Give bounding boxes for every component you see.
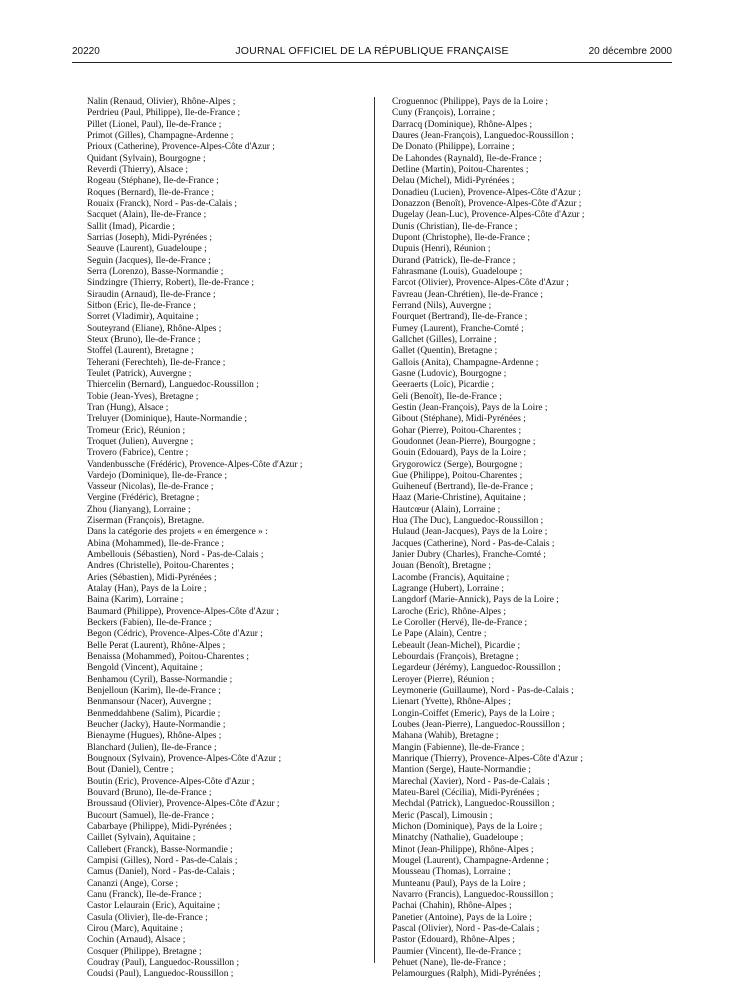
list-item: Cuny (François), Lorraine ; [392, 108, 496, 119]
list-item: Gibout (Stéphane), Midi-Pyrénées ; [392, 414, 526, 425]
list-item: Dugelay (Jean-Luc), Provence-Alpes-Côte d'Azur ; [392, 210, 585, 221]
list-item: Casula (Olivier), Ile-de-France ; [87, 912, 208, 923]
list-item: Campisi (Gilles), Nord - Pas-de-Calais ; [87, 855, 238, 866]
list-item: Detline (Martin), Poitou-Charentes ; [392, 164, 529, 175]
list-item: Geeraerts (Loïc), Picardie ; [392, 380, 495, 391]
list-item: Sarrias (Joseph), Midi-Pyrénées ; [87, 232, 212, 243]
list-item: Fourquet (Bertrand), Ile-de-France ; [392, 312, 528, 323]
list-item: Michon (Dominique), Pays de la Loire ; [392, 822, 543, 832]
list-item: Ferrand (Nils), Auvergne ; [392, 300, 492, 311]
list-item: Sitbon (Eric), Ile-de-France ; [87, 300, 196, 311]
list-item: Nalin (Renaud, Olivier), Rhône-Alpes ; [87, 97, 236, 107]
list-item: Bougnoux (Sylvain), Provence-Alpes-Côte d'Azur ; [87, 754, 282, 765]
list-item: Munteanu (Paul), Pays de la Loire ; [392, 878, 526, 889]
list-item: Prioux (Catherine), Provence-Alpes-Côte d'Azur ; [87, 142, 275, 153]
list-item: Mangin (Fabienne), Ile-de-France ; [392, 742, 525, 753]
list-item: Cananzi (Ange), Corse ; [87, 878, 179, 889]
list-item: Ambellouis (Sébastien), Nord - Pas-de-Calais ; [87, 550, 264, 561]
list-item: Caillet (Sylvain), Aquitaine ; [87, 833, 196, 844]
list-item: Benhamou (Cyril), Basse-Normandie ; [87, 674, 233, 685]
page-header [72, 44, 672, 60]
list-item: Canu (Franck), Ile-de-France ; [87, 889, 202, 900]
list-item: Pehuet (Nane), Ile-de-France ; [392, 957, 507, 968]
list-item: Le Pape (Alain), Centre ; [392, 629, 487, 640]
list-item: Benmeddahbene (Salim), Picardie ; [87, 708, 221, 719]
list-item: Baumard (Philippe), Provence-Alpes-Côte d'Azur ; [87, 606, 280, 617]
list-item: Boutin (Eric), Provence-Alpes-Côte d'Azur ; [87, 776, 255, 787]
list-item: Durand (Patrick), Ile-de-France ; [392, 255, 516, 266]
list-item: Pastor (Edouard), Rhône-Alpes ; [392, 935, 515, 946]
list-item: Farcot (Olivier), Provence-Alpes-Côte d'Azur ; [392, 278, 569, 289]
list-item: Hautcœur (Alain), Lorraine ; [392, 504, 501, 515]
list-item: Dupont (Christophe), Ile-de-France ; [392, 232, 530, 243]
list-item: Fahrasmane (Louis), Guadeloupe ; [392, 266, 523, 277]
list-item: Gallchet (Gilles), Lorraine ; [392, 334, 497, 345]
list-item: Teherani (Ferechteh), Ile-de-France ; [87, 357, 226, 368]
list-item: Tobie (Jean-Yves), Bretagne ; [87, 391, 199, 402]
right-column [392, 97, 677, 981]
list-item: Gue (Philippe), Poitou-Charentes ; [392, 470, 523, 481]
list-item: Meric (Pascal), Limousin ; [392, 810, 493, 821]
list-item: Troquet (Julien), Auvergne ; [87, 436, 194, 447]
list-item: Darracq (Dominique), Rhône-Alpes ; [392, 119, 533, 130]
list-item: Seauve (Laurent), Guadeloupe ; [87, 244, 207, 255]
list-item: Jacques (Catherine), Nord - Pas-de-Calais ; [392, 538, 555, 549]
list-item: Bucourt (Samuel), Ile-de-France ; [87, 810, 215, 821]
list-item: Guiheneuf (Bertrand), Ile-de-France ; [392, 482, 534, 493]
list-item: Vardejo (Dominique), Ile-de-France ; [87, 470, 228, 481]
list-item: Minot (Jean-Philippe), Rhône-Alpes ; [392, 844, 534, 855]
list-item: Bout (Daniel), Centre ; [87, 765, 174, 776]
list-item: Cochin (Arnaud), Alsace ; [87, 935, 186, 946]
list-item: Le Coroller (Hervé), Ile-de-France ; [392, 618, 528, 629]
list-item: Mantion (Serge), Haute-Normandie ; [392, 765, 531, 776]
list-item: Gestin (Jean-François), Pays de la Loire ; [392, 402, 548, 413]
list-item: Roques (Bernard), Ile-de-France ; [87, 187, 215, 198]
list-item: Treluyer (Dominique), Haute-Normandie ; [87, 414, 248, 425]
list-item: Stoffel (Laurent), Bretagne ; [87, 346, 194, 357]
list-item: Coudsi (Paul), Languedoc-Roussillon ; [87, 969, 234, 980]
list-item: Loubes (Jean-Pierre), Languedoc-Roussillon ; [392, 720, 565, 731]
list-item: Gallet (Quentin), Bretagne ; [392, 346, 498, 357]
list-item: Legardeur (Jérémy), Languedoc-Roussillon ; [392, 663, 561, 674]
list-item: Dupuis (Henri), Réunion ; [392, 244, 491, 255]
header-rule [72, 62, 672, 63]
list-item: Rogeau (Stéphane), Ile-de-France ; [87, 176, 219, 187]
list-item: Pillet (Lionel, Paul), Ile-de-France ; [87, 119, 222, 130]
list-item: Benjelloun (Karim), Ile-de-France ; [87, 686, 221, 697]
list-item: Longin-Coiffet (Emeric), Pays de la Loire ; [392, 708, 555, 719]
list-item: Grygorowicz (Serge), Bourgogne ; [392, 459, 523, 470]
list-item: De Donato (Philippe), Lorraine ; [392, 142, 515, 153]
list-item: Tran (Hung), Alsace ; [87, 402, 169, 413]
list-item: Gohar (Pierre), Poitou-Charentes ; [392, 425, 522, 436]
list-item: Lebeault (Jean-Michel), Picardie ; [392, 640, 521, 651]
list-item: Belle Perat (Laurent), Rhône-Alpes ; [87, 640, 226, 651]
list-item: Panetier (Antoine), Pays de la Loire ; [392, 912, 532, 923]
list-item: Vandenbussche (Frédéric), Provence-Alpes-Côte d'Azur ; [87, 459, 303, 470]
list-item: Siraudin (Arnaud), Ile-de-France ; [87, 289, 216, 300]
list-item: Gouin (Edouard), Pays de la Loire ; [392, 448, 527, 459]
list-item: Thiercelin (Bernard), Languedoc-Roussillon ; [87, 380, 259, 391]
list-item: Pachai (Chahin), Rhône-Alpes ; [392, 901, 512, 912]
list-item: Broussaud (Olivier), Provence-Alpes-Côte d'Azur ; [87, 799, 280, 810]
list-item: Leymonerie (Guillaume), Nord - Pas-de-Calais ; [392, 686, 574, 697]
list-item: Geli (Benoît), Ile-de-France ; [392, 391, 502, 402]
list-item: Vasseur (Nicolas), Ile-de-France ; [87, 482, 214, 493]
list-item: Bienayme (Hugues), Rhône-Alpes ; [87, 731, 222, 742]
list-item: Mougel (Laurent), Champagne-Ardenne ; [392, 855, 549, 866]
list-item: Sorret (Vladimir), Aquitaine ; [87, 312, 199, 323]
journal-title: JOURNAL OFFICIEL DE LA RÉPUBLIQUE FRANÇAISE [235, 45, 509, 57]
list-item: Seguin (Jacques), Ile-de-France ; [87, 255, 211, 266]
column-divider [374, 97, 375, 963]
list-item: Mousseau (Thomas), Lorraine ; [392, 867, 511, 878]
list-item: Atalay (Han), Pays de la Loire ; [87, 584, 207, 595]
list-item: Zhou (Jianyang), Lorraine ; [87, 504, 191, 515]
list-item: Daures (Jean-François), Languedoc-Roussillon ; [392, 130, 574, 141]
page-number: 20220 [72, 46, 100, 57]
list-item: Beckers (Fabien), Ile-de-France ; [87, 618, 212, 629]
list-item: Langdorf (Marie-Annick), Pays de la Loire ; [392, 595, 559, 606]
list-item: Tromeur (Eric), Réunion ; [87, 425, 186, 436]
list-item: Cabarbaye (Philippe), Midi-Pyrénées ; [87, 822, 232, 832]
list-item: Ziserman (François), Bretagne. [87, 516, 205, 527]
list-item: Croguennoc (Philippe), Pays de la Loire ; [392, 97, 548, 107]
list-item: Perdrieu (Paul, Philippe), Ile-de-France ; [87, 108, 241, 119]
list-item: Castor Lelaurain (Eric), Aquitaine ; [87, 901, 221, 912]
list-item: Laroche (Eric), Rhône-Alpes ; [392, 606, 507, 617]
list-item: Navarro (Francis), Languedoc-Roussillon ; [392, 889, 554, 900]
list-item: Sacquet (Alain), Ile-de-France ; [87, 210, 207, 221]
list-item: Cosquer (Philippe), Bretagne ; [87, 946, 202, 957]
list-item: Benaissa (Mohammed), Poitou-Charentes ; [87, 652, 249, 663]
list-item: Lacombe (Francis), Aquitaine ; [392, 572, 510, 583]
list-item: Blanchard (Julien), Ile-de-France ; [87, 742, 217, 753]
list-item: Benmansour (Nacer), Auvergne ; [87, 697, 212, 708]
list-item: Delau (Michel), Midi-Pyrénées ; [392, 176, 515, 187]
list-item: Abina (Mohammed), Ile-de-France ; [87, 538, 224, 549]
list-item: Gallois (Anita), Champagne-Ardenne ; [392, 357, 539, 368]
list-item: Camus (Daniel), Nord - Pas-de-Calais ; [87, 867, 235, 878]
list-item: Primot (Gilles), Champagne-Ardenne ; [87, 130, 234, 141]
list-item: Donadieu (Lucien), Provence-Alpes-Côte d'Azur ; [392, 187, 581, 198]
list-item: Sallit (Imad), Picardie ; [87, 221, 175, 232]
left-column [87, 97, 372, 981]
publication-date: 20 décembre 2000 [588, 46, 672, 57]
list-item: Callebert (Franck), Basse-Normandie ; [87, 844, 233, 855]
list-item: Favreau (Jean-Chrétien), Ile-de-France ; [392, 289, 543, 300]
list-item: Dans la catégorie des projets « en émergence » : [87, 527, 268, 538]
list-item: Baina (Karim), Lorraine ; [87, 595, 184, 606]
list-item: Hua (The Duc), Languedoc-Roussillon ; [392, 516, 544, 527]
list-item: Lagrange (Hubert), Lorraine ; [392, 584, 504, 595]
list-item: Gasne (Ludovic), Bourgogne ; [392, 368, 507, 379]
list-item: Manrique (Thierry), Provence-Alpes-Côte d'Azur ; [392, 754, 583, 765]
list-item: Souteyrand (Eliane), Rhône-Alpes ; [87, 323, 222, 334]
list-item: Serra (Lorenzo), Basse-Normandie ; [87, 266, 224, 277]
list-item: Trovero (Fabrice), Centre ; [87, 448, 189, 459]
list-item: Mahana (Wahib), Bretagne ; [392, 731, 499, 742]
list-item: Rouaix (Franck), Nord - Pas-de-Calais ; [87, 198, 237, 209]
list-item: Mechdal (Patrick), Languedoc-Roussillon ; [392, 799, 555, 810]
list-item: Sindzingre (Thierry, Robert), Ile-de-France ; [87, 278, 255, 289]
list-item: De Lahondes (Raynald), Ile-de-France ; [392, 153, 542, 164]
list-item: Marechal (Xavier), Nord - Pas-de-Calais ; [392, 776, 550, 787]
list-item: Cirou (Marc), Aquitaine ; [87, 923, 183, 934]
list-item: Lienart (Yvette), Rhône-Alpes ; [392, 697, 511, 708]
list-item: Leroyer (Pierre), Réunion ; [392, 674, 495, 685]
list-item: Vergine (Frédéric), Bretagne ; [87, 493, 200, 504]
list-item: Fumey (Laurent), Franche-Comté ; [392, 323, 524, 334]
list-item: Coudray (Paul), Languedoc-Roussillon ; [87, 957, 240, 968]
list-item: Dunis (Christian), Ile-de-France ; [392, 221, 518, 232]
list-item: Beucher (Jacky), Haute-Normandie ; [87, 720, 226, 731]
list-item: Haaz (Marie-Christine), Aquitaine ; [392, 493, 526, 504]
list-item: Hulaud (Jean-Jacques), Pays de la Loire ; [392, 527, 548, 538]
list-item: Pelamourgues (Ralph), Midi-Pyrénées ; [392, 969, 541, 980]
list-item: Begon (Cédric), Provence-Alpes-Côte d'Azur ; [87, 629, 263, 640]
list-item: Reverdi (Thierry), Alsace ; [87, 164, 189, 175]
list-item: Quidant (Sylvain), Bourgogne ; [87, 153, 206, 164]
list-item: Paumier (Vincent), Ile-de-France ; [392, 946, 522, 957]
list-item: Steux (Bruno), Ile-de-France ; [87, 334, 201, 345]
list-item: Bouvard (Bruno), Ile-de-France ; [87, 788, 212, 799]
list-item: Andres (Christelle), Poitou-Charentes ; [87, 561, 234, 572]
list-item: Jouan (Benoît), Bretagne ; [392, 561, 491, 572]
list-item: Janier Dubry (Charles), Franche-Comté ; [392, 550, 546, 561]
list-item: Mateu-Barel (Cécilia), Midi-Pyrénées ; [392, 788, 540, 799]
list-item: Aries (Sébastien), Midi-Pyrénées ; [87, 572, 217, 583]
list-item: Donazzon (Benoît), Provence-Alpes-Côte d'Azur ; [392, 198, 582, 209]
list-item: Pascal (Olivier), Nord - Pas-de-Calais ; [392, 923, 540, 934]
list-item: Bengold (Vincent), Aquitaine ; [87, 663, 203, 674]
list-item: Teulet (Patrick), Auvergne ; [87, 368, 192, 379]
list-item: Lebourdais (François), Bretagne ; [392, 652, 519, 663]
list-item: Goudonnet (Jean-Pierre), Bourgogne ; [392, 436, 536, 447]
list-item: Minatchy (Nathalie), Guadeloupe ; [392, 833, 524, 844]
